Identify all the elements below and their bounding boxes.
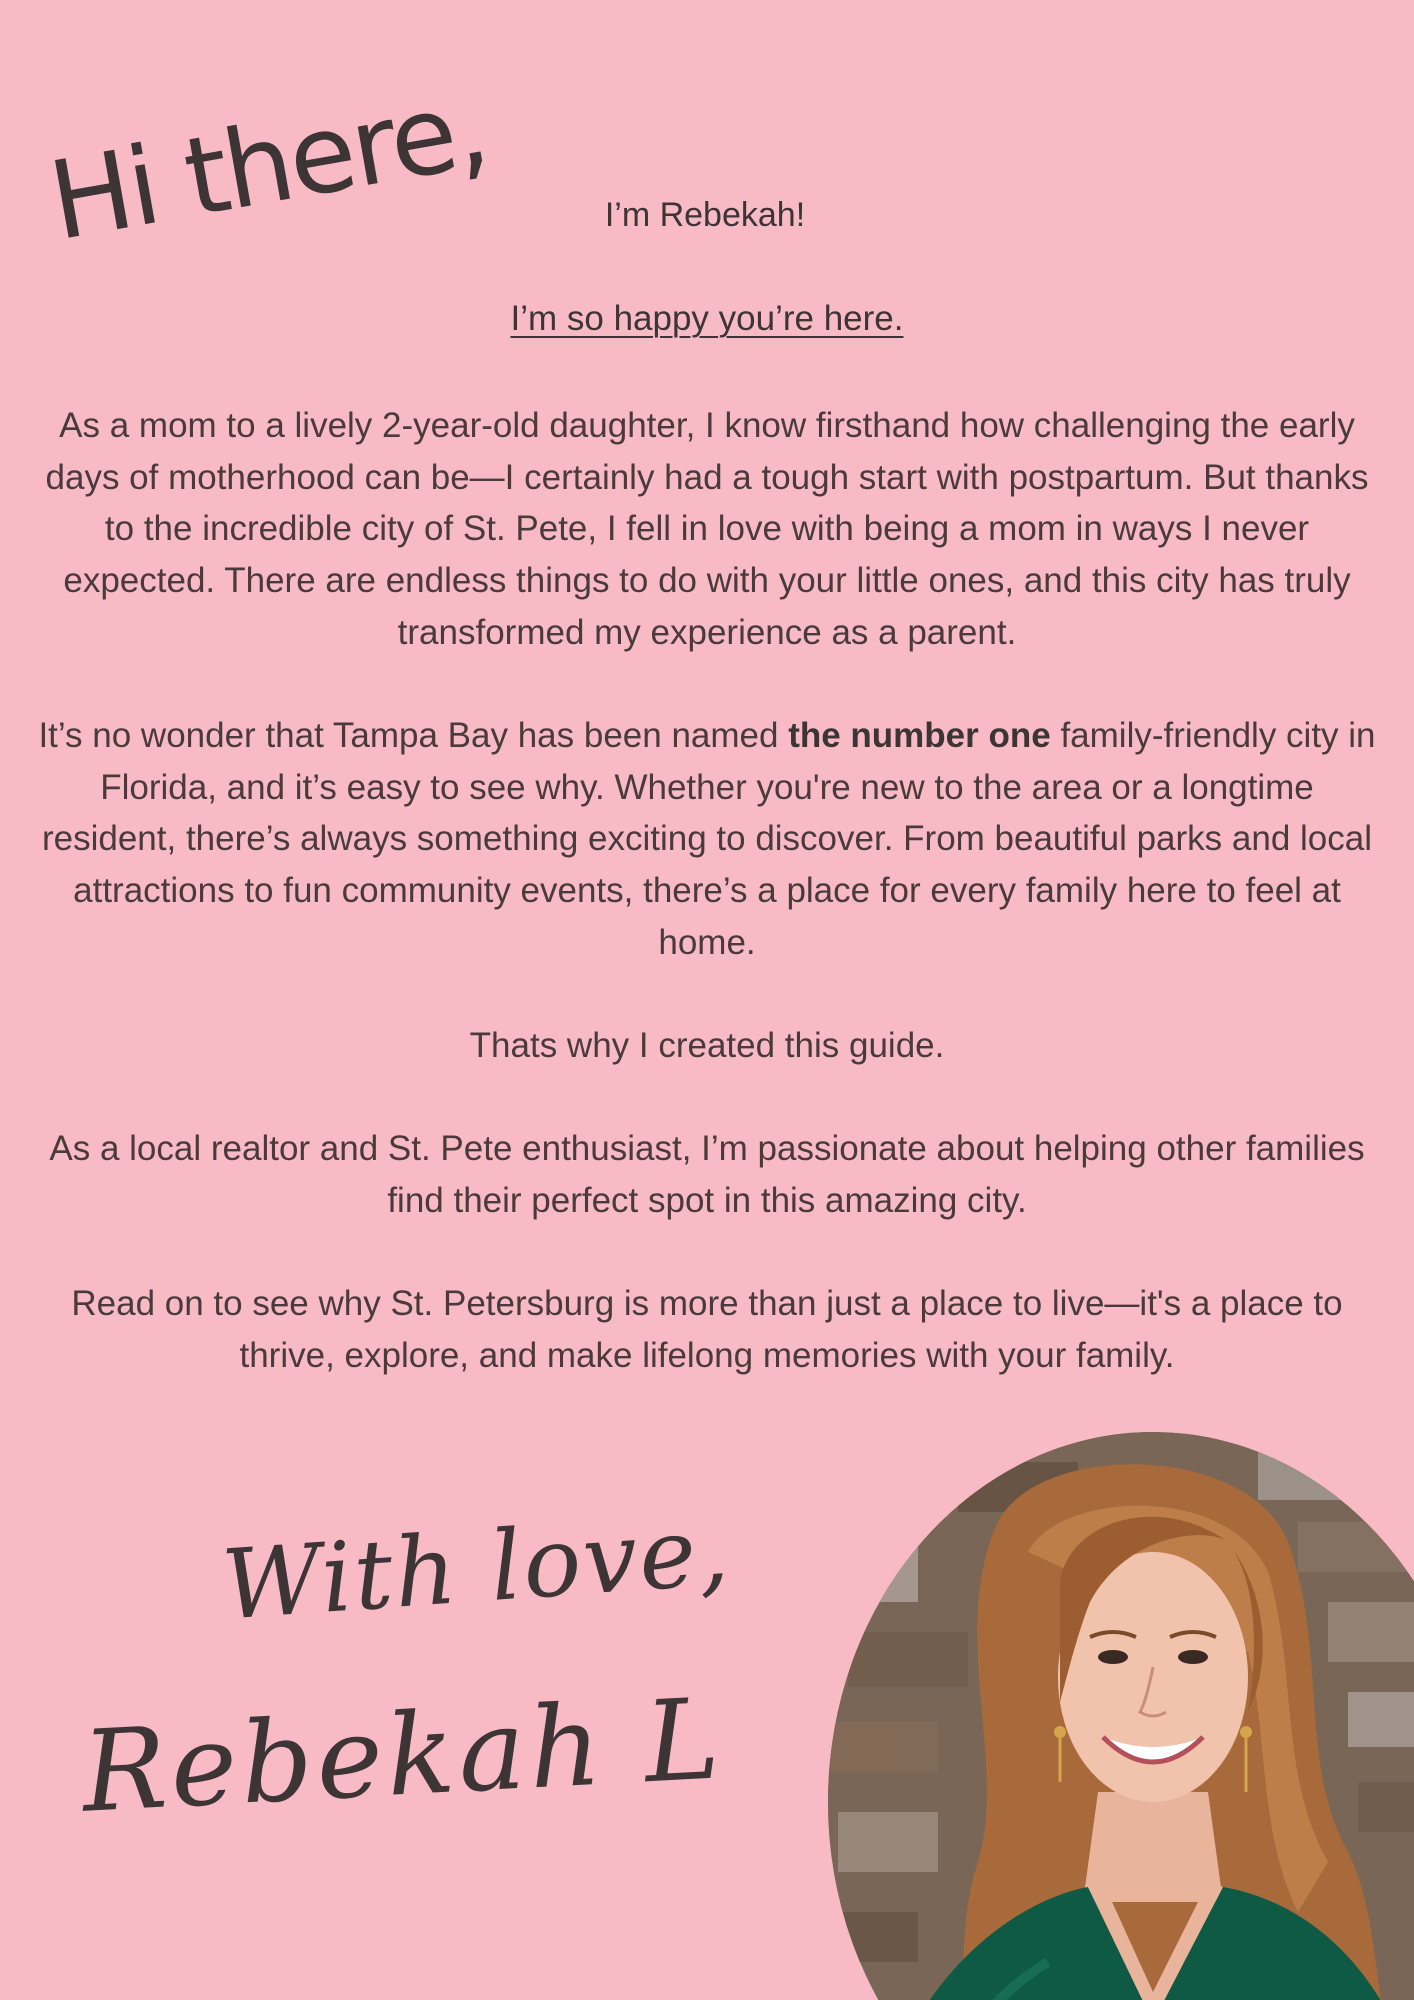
paragraph-motherhood: As a mom to a lively 2-year-old daughter, I know firsthand how challenging the early days of motherhood can be—I certainly had a tough start with postpartum. But thanks to the incredible city of St. Pete, I fell in love with being a mom in ways I never expected. There are endless things to do with your little ones, and this city has truly transformed my experience as a parent. xyxy=(45,406,1369,652)
signature-name: Rebekah L xyxy=(79,1674,727,1838)
paragraph-tampa-bay xyxy=(38,710,1376,969)
paragraph-guide: Thats why I created this guide. xyxy=(469,1026,945,1065)
highlight-number-one: the number one xyxy=(788,716,1051,755)
paragraph-tampa-bay-end: family-friendly city in Florida, and it’s easy to see why. Whether you're new to the area or a longtime resident, there’s always something exciting to discover. From beautiful parks and local attractions to fun community events, there’s a place for every family here to feel at home. xyxy=(41,716,1376,962)
paragraph-tampa-bay-start: It’s no wonder that Tampa Bay has been named xyxy=(38,716,789,755)
portrait-illustration xyxy=(828,1432,1414,2000)
paragraph-realtor: As a local realtor and St. Pete enthusiast, I’m passionate about helping other families find their perfect spot in this amazing city. xyxy=(49,1129,1365,1220)
greeting-heading: Hi there, xyxy=(41,65,495,266)
portrait-photo xyxy=(828,1432,1414,2000)
signature-closing: With love, xyxy=(218,1494,734,1642)
intro-name: I’m Rebekah! xyxy=(604,196,806,234)
paragraph-read-on: Read on to see why St. Petersburg is more than just a place to live—it's a place to thrive, explore, and make lifelong memories with your family. xyxy=(71,1284,1343,1375)
happy-line: I’m so happy you’re here. xyxy=(510,299,904,338)
